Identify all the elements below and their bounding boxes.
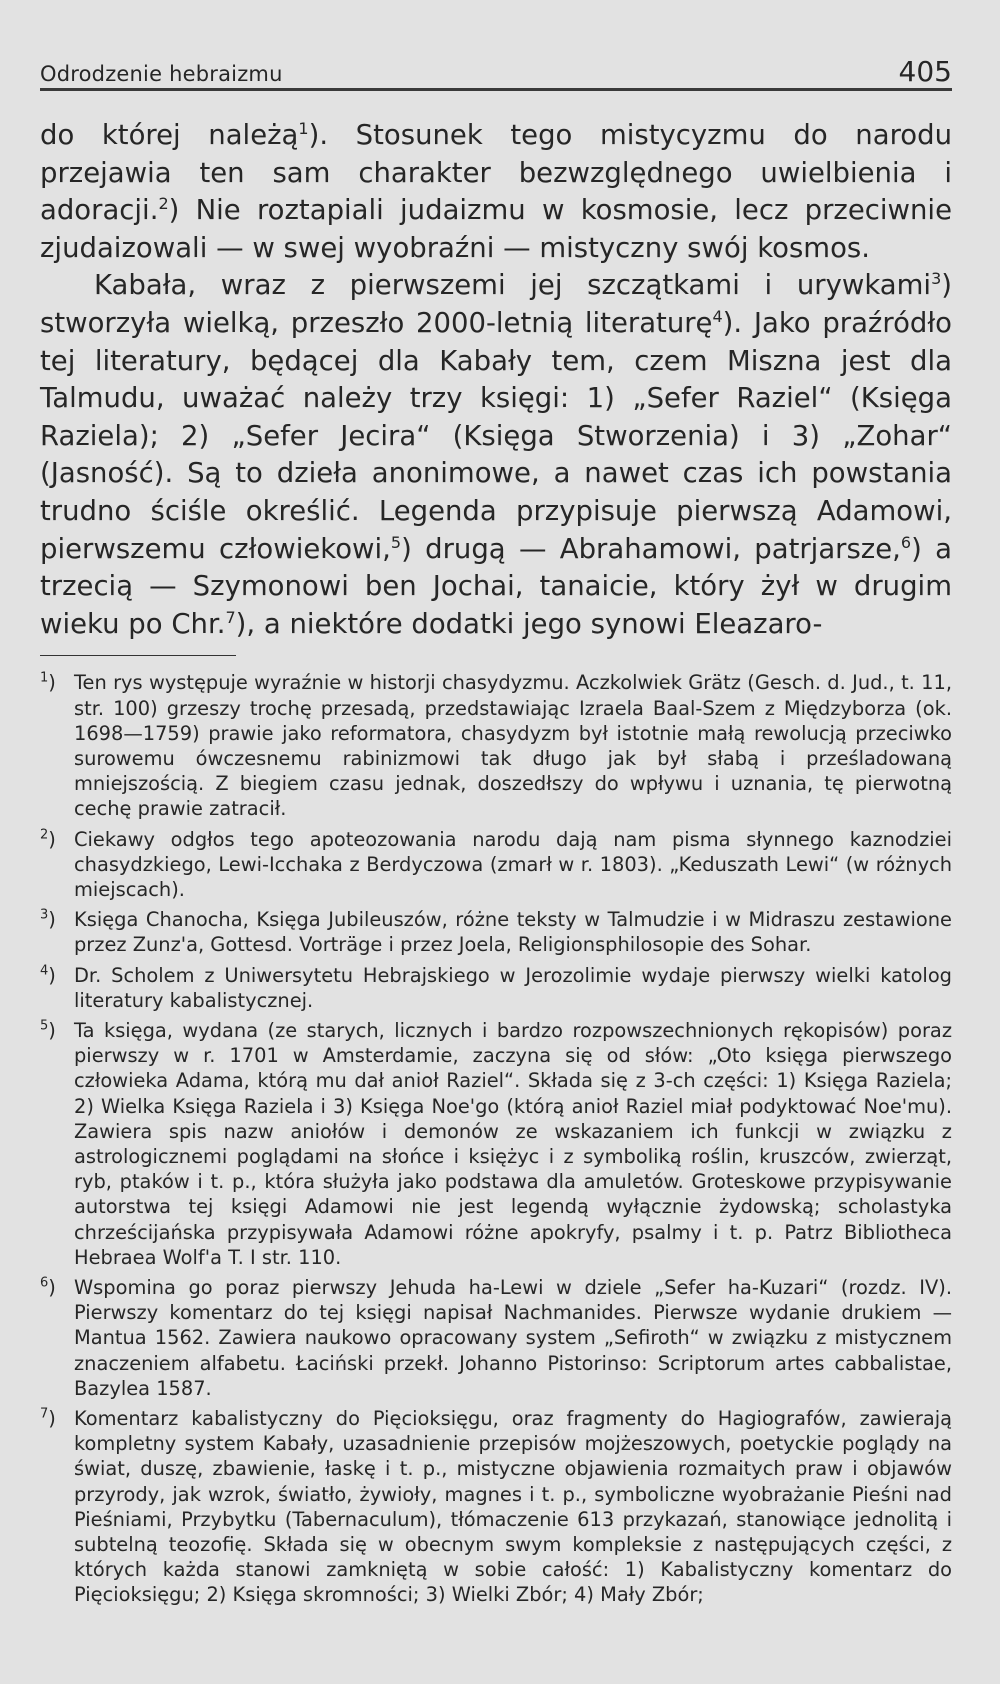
footnote-text: Księga Chanocha, Księga Jubileuszów, różne teksty w Talmudzie i w Midraszu zestawione przez Zunz'a, Gottesd. Vorträge i przez Joela, Religionsphilosopie des Sohar. [74, 908, 952, 957]
text-run: ) stworzyła wielką, przeszło 2000-letnią literaturę [40, 269, 952, 339]
footnotes [40, 670, 952, 1607]
footnote-text: Ciekawy odgłos tego apoteozowania narodu dają nam pisma słynnego kaznodziei chasydzkiego, Lewi-Icchaka z Berdyczowa (zmarł w r. 1803). „Keduszath Lewi“ (w różnych miejscach). [74, 827, 952, 901]
footnote-text: Dr. Scholem z Uniwersytetu Hebrajskiego w Jerozolimie wydaje pierwszy wielki katolog literatury kabalistycznej. [74, 963, 952, 1012]
footnote-6 [40, 1275, 952, 1401]
footnote-5 [40, 1018, 952, 1270]
footnote-ref: 5 [390, 532, 402, 552]
text-run: ). Stosunek tego mistycyzmu do narodu przejawia ten sam charakter bezwzględnego uwielbienia i adoracji. [40, 119, 953, 227]
footnote-number: $^5$) [40, 1018, 56, 1042]
footnote-ref: 7 [225, 607, 236, 627]
footnote-7 [40, 1406, 952, 1608]
main-text [40, 117, 952, 643]
page-number: 405 [898, 55, 952, 88]
text-run: ) drugą — Abrahamowi, patrjarsze, [401, 532, 901, 565]
running-title: Odrodzenie hebraizmu [40, 62, 283, 86]
paragraph-1 [40, 117, 952, 267]
footnote-text: Komentarz kabalistyczny do Pięcioksięgu, oraz fragmenty do Hagiografów, zawierają kompletny system Kabały, uzasadnienie przepisów mojżeszowych, poetyckie poglądy na świat, duszę, zbawienie, łaskę i t. p., mistyczne objawienia rozmaitych praw i objawów przyrody, jak wzrok, światło, żywioły, magnes i t. p., symboliczne wyobrażanie Pieśni nad Pieśniami, Przybytku (Tabernaculum), tłómaczenie 613 przykazań, stanowiące jednolitą i subtelną teozofię. Składa się w obecnym swym kompleksie z następujących części, z których każda stanowi zamkniętą w sobie całość: 1) Kabalistyczny komentarz do Pięcioksięgu; 2) Księga skromności; 3) Wielki Zbór; 4) Mały Zbór; [74, 1407, 952, 1607]
footnote-number: $^4$) [40, 963, 56, 987]
footnote-ref: 4 [712, 306, 723, 326]
footnote-number: $^3$) [40, 907, 56, 932]
page-header [40, 48, 952, 91]
footnote-number: $^6$) [40, 1275, 56, 1299]
text-run: ) Nie roztapiali judaizmu w kosmosie, lecz przeciwnie zjudaizowali — w swej wyobraźni — mistyczny swój kosmos. [40, 194, 952, 264]
footnote-ref: 2 [158, 194, 169, 214]
footnote-divider [40, 655, 236, 656]
footnote-ref: 3 [931, 269, 942, 289]
footnote-text: Ten rys występuje wyraźnie w historji chasydyzmu. Aczkolwiek Grätz (Gesch. d. Jud., t. 11, str. 100) grzeszy trochę przesadą, przedstawiając Izraela Baal-Szem z Międzyborza (ok. 1698—1759) prawie jako reformatora, chasydyzm był istotnie małą rewolucją przeciwko surowemu ówczesnemu rabinizmowi tak długo jak był słabą i prześladowaną mniejszością. Z biegiem czasu jednak, doszedłszy do wpływu i uznania, tę pierwotną cechę prawie zatracił. [74, 671, 952, 821]
footnote-text: Wspomina go poraz pierwszy Jehuda ha-Lewi w dziele „Sefer ha-Kuzari“ (rozdz. IV). Pierwszy komentarz do tej księgi napisał Nachmanides. Pierwsze wydanie drukiem — Mantua 1562. Zawiera naukowo opracowany system „Sefiroth“ w związku z mistycznem znaczeniem alfabetu. Łaciński przekł. Johanno Pistorinso: Scriptorum artes cabbalistae, Bazylea 1587. [74, 1275, 952, 1400]
footnote-3 [40, 907, 952, 957]
footnote-2 [40, 827, 952, 903]
footnote-text: Ta księga, wydana (ze starych, licznych i bardzo rozpowszechnionych rękopisów) poraz pierwszy w r. 1701 w Amsterdamie, zaczyna się od słów: „Oto księga pierwszego człowieka Adama, którą mu dał anioł Raziel“. Składa się z 3-ch części: 1) Księga Raziela; 2) Wielka Księga Raziela i 3) Księga Noe'go (którą anioł Raziel miał podyktować Noe'mu). Zawiera spis nazw aniołów i demonów ze wskazaniem ich funkcji w związku z astrologicznemi poglądami na słońce i księżyc i z symboliką roślin, kruszców, zwierząt, ryb, ptaków i t. p., która służyła jako podstawa dla amuletów. Groteskowe przypisywanie autorstwa tej księgi Adamowi nie jest legendą wyłącznie żydowską; scholastyka chrześcijańska przypisywała Adamowi różne apokryfy, psalmy i t. p. Patrz Bibliotheca Hebraea Wolf'a T. I str. 110. [74, 1018, 952, 1269]
text-run: do której należą [40, 119, 299, 151]
footnote-number: $^2$) [40, 827, 56, 851]
footnote-ref: 6 [900, 532, 912, 552]
paragraph-2 [40, 267, 952, 643]
text-run: ). Jako praźródło tej literatury, będącej dla Kabały tem, czem Miszna jest dla Talmudu, uważać należy trzy księgi: 1) „Sefer Raziel“ (Księga Raziela); 2) „Sefer Jecira“ (Księga Stworzenia) i 3) „Zohar“ (Jasność). Są to dzieła anonimowe, a nawet czas ich powstania trudno ściśle określić. Legenda przypisuje pierwszą Adamowi, pierwszemu człowiekowi, [40, 306, 952, 565]
footnote-ref: 1 [298, 118, 309, 138]
footnote-4 [40, 963, 952, 1013]
text-run: Kabała, wraz z pierwszemi jej szczątkami i urywkami [94, 269, 932, 302]
footnote-number: $^1$) [40, 670, 56, 695]
footnote-1 [40, 670, 952, 821]
text-run: ), a niektóre dodatki jego synowi Eleazaro- [235, 607, 823, 640]
text-run: ) a trzecią — Szymonowi ben Jochai, tanaicie, który żył w drugim wieku po Chr. [40, 532, 952, 640]
footnote-number: $^7$) [40, 1406, 56, 1430]
